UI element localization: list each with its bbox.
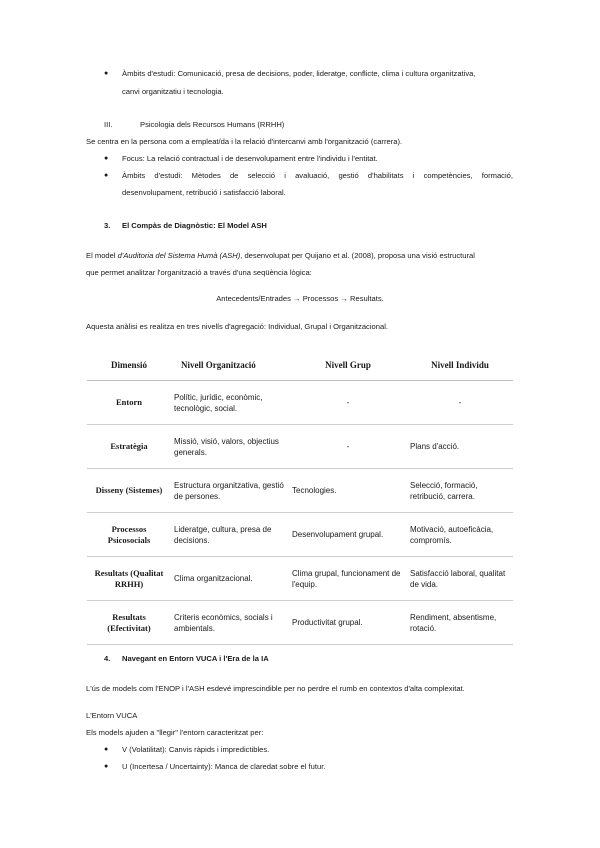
org-cell: Missió, visió, valors, objectius generals. (171, 425, 289, 469)
ind-cell: Plans d'acció. (407, 425, 513, 469)
dim-cell: Resultats (Qualitat RRHH) (87, 557, 171, 601)
bullet-dot: ● (104, 746, 109, 753)
table-row (87, 557, 513, 601)
grup-cell: Productivitat grupal. (289, 601, 407, 645)
org-cell: Lideratge, cultura, presa de decisions. (171, 513, 289, 557)
ambits-rrhh-line1: Àmbits d'estudi: Mètodes de selecció i avaluació, gestió d'habilitats i competències, formació, (122, 171, 513, 180)
ind-cell: Satisfacció laboral, qualitat de vida. (407, 557, 513, 601)
ind-cell: - (407, 381, 513, 425)
dim-cell: Disseny (Sistemes) (87, 469, 171, 513)
ash-paragraph-line1 (86, 251, 475, 260)
dim-cell: Resultats (Efectivitat) (87, 601, 171, 645)
vuca-bullet-u: U (Incertesa / Uncertainty): Manca de claredat sobre el futur. (122, 762, 326, 771)
org-cell: Polític, jurídic, econòmic, tecnològic, social. (171, 381, 289, 425)
section-4-title: Navegant en Entorn VUCA i l'Era de la IA (122, 654, 269, 663)
table-row (87, 425, 513, 469)
dim-cell: Entorn (87, 381, 171, 425)
ind-cell: Selecció, formació, retribució, carrera. (407, 469, 513, 513)
sequence-line: Antecedents/Entrades → Processos → Resultats. (216, 294, 384, 303)
bullet-dot: ● (104, 763, 109, 770)
section-iii-intro: Se centra en la persona com a empleat/da i la relació d'intercanvi amb l'organització (carrera). (86, 137, 403, 146)
ambits-rrhh-line2: desenvolupament, retribució i satisfacció laboral. (122, 188, 286, 197)
section-4-paragraph: L'ús de models com l'ENOP i l'ASH esdevé imprescindible per no perdre el rumb en contextos d'alta complexitat. (86, 684, 465, 693)
bullet-dot: ● (104, 155, 109, 162)
vuca-intro: Els models ajuden a "llegir" l'entorn caracteritzat per: (86, 728, 264, 737)
grup-cell: - (289, 425, 407, 469)
section-iii-number: III. (104, 120, 113, 129)
vuca-bullet-v: V (Volatilitat): Canvis ràpids i impredictibles. (122, 745, 270, 754)
vuca-subheading: L'Entorn VUCA (86, 711, 138, 720)
ash-text-italic: d'Auditoria del Sistema Humà (ASH) (117, 251, 241, 260)
table-row (87, 601, 513, 645)
header-organitzacio: Nivell Organització (171, 349, 289, 381)
bullet-dot: ● (104, 172, 109, 179)
ash-model-table (87, 349, 513, 645)
table-row (87, 469, 513, 513)
grup-cell: - (289, 381, 407, 425)
ash-paragraph-line2: que permet analitzar l'organització a través d'una seqüència lògica: (86, 268, 312, 277)
dim-cell: Estratègia (87, 425, 171, 469)
org-cell: Criteris econòmics, socials i ambientals. (171, 601, 289, 645)
ambits-ensop-line2: canvi organitzatiu i tecnologia. (122, 87, 224, 96)
ash-text-post: , desenvolupat per Quijano et al. (2008), proposa una visió estructural (240, 251, 475, 260)
levels-line: Aquesta anàlisi es realitza en tres nivells d'agregació: Individual, Grupal i Organitzacional. (86, 322, 388, 331)
ash-text-pre: El model (86, 251, 118, 260)
bullet-dot: ● (104, 70, 109, 77)
ind-cell: Rendiment, absentisme, rotació. (407, 601, 513, 645)
table-header-row (87, 349, 513, 381)
org-cell: Clima organitzacional. (171, 557, 289, 601)
header-individu: Nivell Individu (407, 349, 513, 381)
ambits-ensop-line1: Àmbits d'estudi: Comunicació, presa de decisions, poder, lideratge, conflicte, clima i cultura organitzativa, (122, 69, 476, 78)
grup-cell: Tecnologies. (289, 469, 407, 513)
grup-cell: Clima grupal, funcionament de l'equip. (289, 557, 407, 601)
table-row (87, 513, 513, 557)
ind-cell: Motivació, autoeficàcia, compromís. (407, 513, 513, 557)
dim-cell: Processos Psicosocials (87, 513, 171, 557)
section-iii-title: Psicologia dels Recursos Humans (RRHH) (140, 120, 285, 129)
focus-line: Focus: La relació contractual i de desenvolupament entre l'individu i l'entitat. (122, 154, 378, 163)
section-3-title: El Compàs de Diagnòstic: El Model ASH (122, 221, 267, 230)
table-row (87, 381, 513, 425)
grup-cell: Desenvolupament grupal. (289, 513, 407, 557)
header-dimensio: Dimensió (87, 349, 171, 381)
section-4-number: 4. (104, 654, 111, 663)
section-3-number: 3. (104, 221, 111, 230)
org-cell: Estructura organitzativa, gestió de persones. (171, 469, 289, 513)
header-grup: Nivell Grup (289, 349, 407, 381)
